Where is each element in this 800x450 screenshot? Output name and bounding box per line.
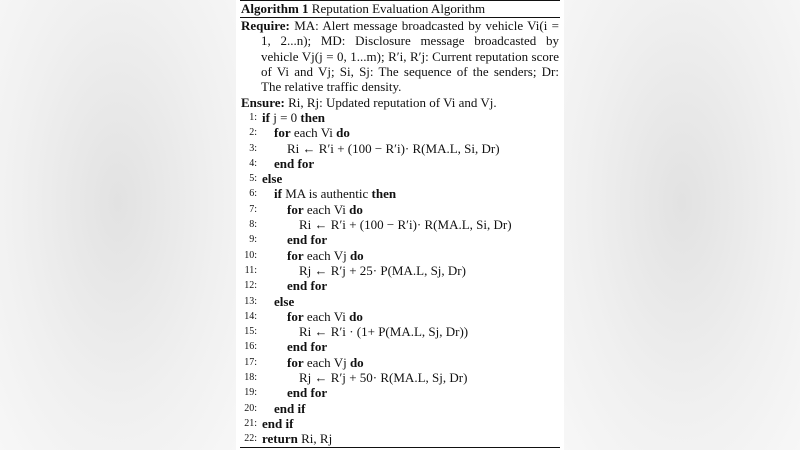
algorithm-line bbox=[241, 263, 559, 278]
bottom-rule bbox=[240, 447, 560, 448]
line-number: 6: bbox=[249, 188, 257, 200]
line-code: for each Vj do bbox=[287, 247, 364, 263]
line-code: Ri ← R′i + (100 − R′i)· R(MA.L, Si, Dr) bbox=[299, 217, 512, 233]
algorithm-line bbox=[241, 186, 559, 201]
line-number: 16: bbox=[244, 341, 257, 353]
algorithm-lines bbox=[241, 110, 559, 447]
line-code: end if bbox=[262, 415, 294, 431]
line-number: 21: bbox=[244, 417, 257, 429]
algorithm-line bbox=[241, 156, 559, 171]
line-number: 17: bbox=[244, 356, 257, 368]
algorithm-line bbox=[241, 309, 559, 324]
line-code: Ri ← R′i · (1+ P(MA.L, Sj, Dr)) bbox=[299, 324, 469, 340]
require-keyword: Require: bbox=[241, 18, 290, 33]
line-number: 13: bbox=[244, 295, 257, 307]
line-number: 7: bbox=[249, 203, 257, 215]
algorithm-line bbox=[241, 278, 559, 293]
algorithm-line bbox=[241, 171, 559, 186]
line-code: if j = 0 then bbox=[262, 110, 325, 125]
require-block bbox=[241, 18, 559, 94]
algorithm-line bbox=[241, 217, 559, 232]
line-code: if MA is authentic then bbox=[274, 186, 397, 202]
algorithm-line bbox=[241, 324, 559, 339]
algorithm-line bbox=[241, 110, 559, 125]
line-code: Rj ← R′j + 25· P(MA.L, Sj, Dr) bbox=[299, 262, 466, 278]
algorithm-caption bbox=[241, 1, 559, 16]
algorithm-line bbox=[241, 141, 559, 156]
algorithm-line bbox=[241, 202, 559, 217]
line-number: 8: bbox=[249, 219, 257, 231]
line-code: end for bbox=[287, 339, 328, 355]
algorithm-line bbox=[241, 431, 559, 446]
line-code: else bbox=[262, 171, 283, 187]
algorithm-line bbox=[241, 339, 559, 354]
algorithm-line bbox=[241, 370, 559, 385]
right-margin bbox=[564, 0, 800, 450]
line-code: else bbox=[274, 293, 295, 309]
algorithm-line bbox=[241, 355, 559, 370]
line-number: 22: bbox=[244, 433, 257, 445]
line-code: for each Vi do bbox=[287, 308, 363, 324]
line-code: Ri ← R′i + (100 − R′i)· R(MA.L, Si, Dr) bbox=[287, 140, 500, 156]
line-number: 18: bbox=[244, 372, 257, 384]
ensure-block bbox=[241, 95, 559, 110]
line-code: end for bbox=[274, 155, 315, 171]
line-number: 20: bbox=[244, 402, 257, 414]
line-number: 11: bbox=[244, 264, 257, 276]
algorithm-line bbox=[241, 416, 559, 431]
line-code: end if bbox=[274, 400, 306, 416]
algorithm-line bbox=[241, 125, 559, 140]
algorithm-line bbox=[241, 248, 559, 263]
ensure-keyword: Ensure: bbox=[241, 95, 285, 110]
line-number: 10: bbox=[244, 249, 257, 261]
line-code: end for bbox=[287, 278, 328, 294]
line-number: 9: bbox=[249, 234, 257, 246]
line-number: 3: bbox=[249, 142, 257, 154]
line-number: 12: bbox=[244, 280, 257, 292]
left-margin bbox=[0, 0, 236, 450]
algorithm-line bbox=[241, 232, 559, 247]
algorithm-line bbox=[241, 385, 559, 400]
algorithm-label: Algorithm 1 bbox=[241, 1, 309, 16]
line-number: 4: bbox=[249, 157, 257, 169]
algorithm-line bbox=[241, 401, 559, 416]
algorithm-line bbox=[241, 294, 559, 309]
ensure-text: Ri, Rj: Updated reputation of Vi and Vj. bbox=[288, 95, 497, 110]
require-text: MA: Alert message broadcasted by vehicle Vi(i = 1, 2...n); MD: Disclosure message broadcasted by vehicle Vj(j = 0, 1...m); R′i, R′j: Current reputation score of Vi and Vj; Si, Sj: The sequence of the senders; Dr: The relative traffic density. bbox=[261, 18, 560, 95]
line-code: end for bbox=[287, 385, 328, 401]
line-number: 1: bbox=[249, 112, 257, 123]
line-number: 2: bbox=[249, 127, 257, 139]
algorithm-title: Reputation Evaluation Algorithm bbox=[311, 1, 486, 16]
line-number: 19: bbox=[244, 387, 257, 399]
line-number: 15: bbox=[244, 326, 257, 338]
line-code: for each Vi do bbox=[287, 201, 363, 217]
line-code: for each Vj do bbox=[287, 354, 364, 370]
line-code: for each Vi do bbox=[274, 125, 350, 141]
line-code: end for bbox=[287, 232, 328, 248]
line-code: return Ri, Rj bbox=[262, 431, 333, 447]
line-number: 14: bbox=[244, 310, 257, 322]
line-code: Rj ← R′j + 50· R(MA.L, Sj, Dr) bbox=[299, 370, 468, 386]
line-number: 5: bbox=[249, 173, 257, 185]
